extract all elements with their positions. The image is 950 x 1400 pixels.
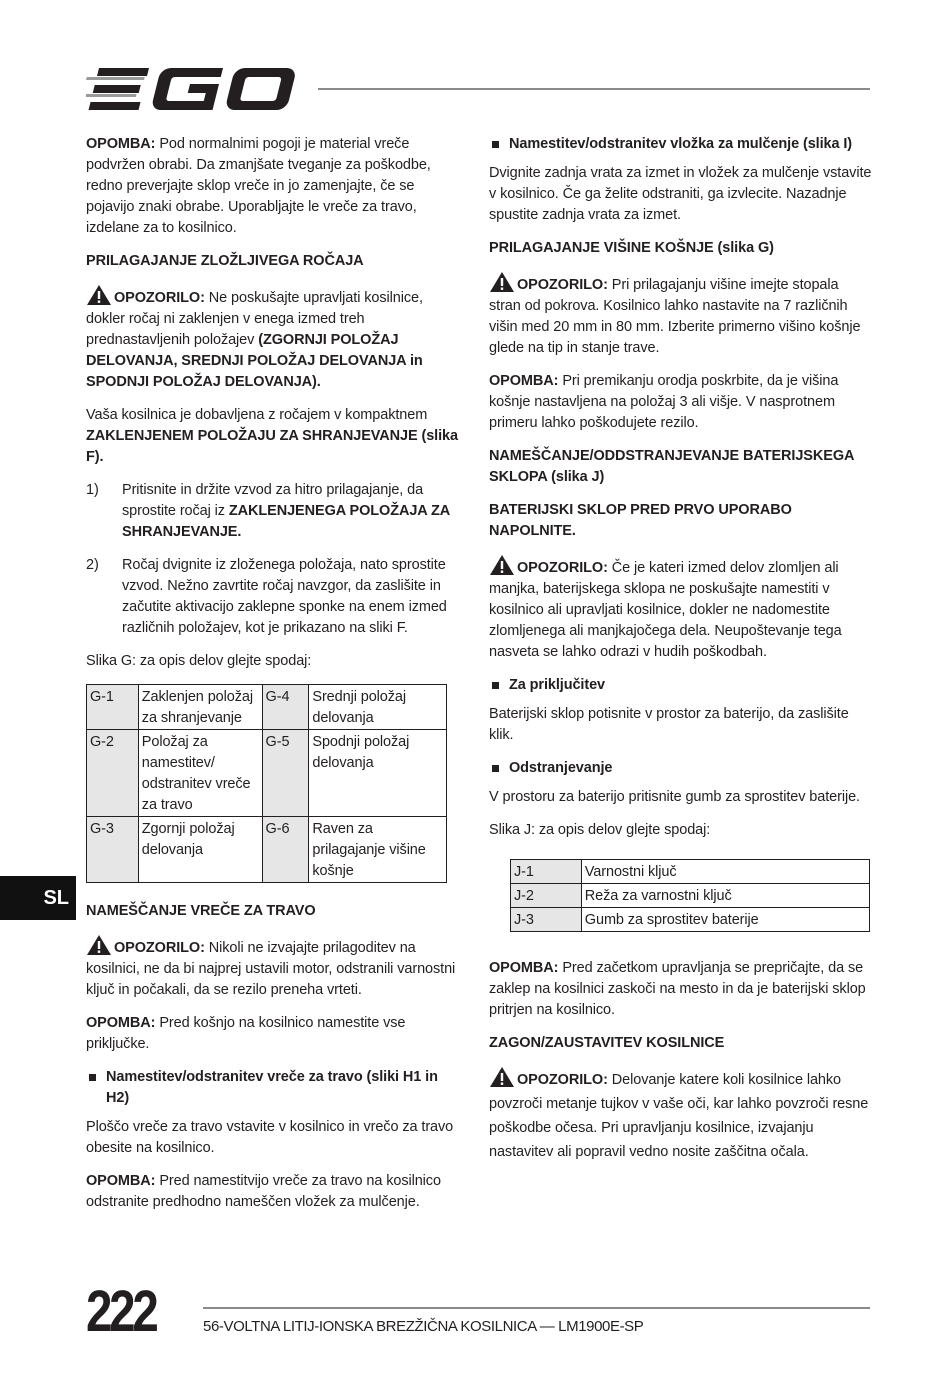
warning-triangle-icon xyxy=(489,554,515,575)
heading-start-stop: ZAGON/ZAUSTAVITEV KOSILNICE xyxy=(489,1035,725,1051)
note-lock-engaged: OPOMBA: Pred začetkom upravljanja se prepričajte, da se zaklep na kosilnici zaskoči na mesto in da je baterijski sklop pritrjen na kosilnico. xyxy=(489,960,866,1018)
header-rule xyxy=(318,88,870,90)
heading-charge-battery: BATERIJSKI SKLOP PRED PRVO UPORABO NAPOLNITE. xyxy=(489,502,792,539)
warning-adjustments: OPOZORILO: Nikoli ne izvajajte prilagoditev na kosilnici, ne da bi najprej ustavili motor, odstranili varnostni ključ in počakali, da se rezilo preneha vrteti. xyxy=(86,934,464,1001)
note-mulching-insert: OPOMBA: Pred namestitvijo vreče za travo na kosilnico odstranite predhodno nameščen vložek za mulčenje. xyxy=(86,1173,441,1210)
table-row: G-2 Položaj za namestitev/ odstranitev vreče za travo G-5 Spodnji položaj delovanja xyxy=(87,730,447,817)
parts-table-j xyxy=(510,859,870,932)
warning-broken-parts: OPOZORILO: Če je kateri izmed delov zlomljen ali manjka, baterijskega sklopa ne poskušajte namestiti v kosilnico ali upravljati kosilnice, dokler ne nadomestite zlomljenega ali manjkajočega dela. Neupoštevanje tega nasveta se lahko odrazi v hudih poškodbah. xyxy=(489,554,873,663)
left-column xyxy=(86,134,464,1225)
warning-triangle-icon xyxy=(86,934,112,955)
table-row: G-1 Zaklenjen položaj za shranjevanje G-4 Srednji položaj delovanja xyxy=(87,685,447,730)
list-item: 1) Pritisnite in držite vzvod za hitro prilagajanje, da sprostite ročaj iz ZAKLENJENEGA POLOŽAJA ZA SHRANJEVANJE. xyxy=(86,482,450,540)
heading-grass-bag: NAMEŠČANJE VREČE ZA TRAVO xyxy=(86,903,316,919)
list-item: 2) Ročaj dvignite iz zloženega položaja, nato sprostite vzvod. Nežno zavrtite ročaj navzgor, da zaslišite in začutite aktivacijo zaklepne sponke na enem izmed različnih položajev, kot je prikazano na sliki F. xyxy=(86,557,447,636)
note-attachments: OPOMBA: Pred košnjo na kosilnico namestite vse priključke. xyxy=(86,1015,406,1052)
bullet-remove: Odstranjevanje xyxy=(489,758,873,779)
warning-handle-lock: OPOZORILO: Ne poskušajte upravljati kosilnice, dokler ročaj ni zaklenjen v enega izmed treh prednastavljenih položajev (ZGORNJI POLOŽAJ DELOVANJA, SREDNJI POLOŽAJ DELOVANJA in SPODNJI POLOŽAJ DELOVANJA). xyxy=(86,284,464,393)
figure-g-caption: Slika G: za opis delov glejte spodaj: xyxy=(86,653,312,669)
para-handle-delivery: Vaša kosilnica je dobavljena z ročajem v kompaktnem ZAKLENJENEM POLOŽAJU ZA SHRANJEVANJE (slika F). xyxy=(86,407,458,465)
page-number: 222 xyxy=(86,1279,156,1344)
ego-logo xyxy=(86,64,300,114)
table-row: G-3 Zgornji položaj delovanja G-6 Raven za prilagajanje višine košnje xyxy=(87,817,447,883)
footer-title: 56-VOLTNA LITIJ-IONSKA BREZŽIČNA KOSILNICA — LM1900E-SP xyxy=(203,1318,644,1335)
warning-eye-protection: OPOZORILO: Delovanje katere koli kosilnice lahko povzroči metanje tujkov v vaše oči, kar lahko povzroči resne poškodbe očesa. Pri upravljanju kosilnice, izvajanju nastavitev ali popravil vedno nosite zaščitna očala. xyxy=(489,1066,873,1164)
figure-j-caption: Slika J: za opis delov glejte spodaj: xyxy=(489,822,711,838)
bullet-mulching-insert: Namestitev/odstranitev vložka za mulčenje (slika I) xyxy=(489,134,873,155)
note-moving-tool: OPOMBA: Pri premikanju orodja poskrbite, da je višina košnje nastavljena na položaj 3 ali višje. V nasprotnem primeru lahko poškodujete rezilo. xyxy=(489,373,839,431)
warning-triangle-icon xyxy=(489,271,515,292)
warning-triangle-icon xyxy=(86,284,112,305)
right-column xyxy=(489,134,873,1176)
para-attach: Baterijski sklop potisnite v prostor za baterijo, da zaslišite klik. xyxy=(489,706,849,743)
para-mulching-insert: Dvignite zadnja vrata za izmet in vložek za mulčenje vstavite v kosilnico. Če ga želite odstraniti, ga izvlecite. Nazadnje spustite zadnja vrata za izmet. xyxy=(489,165,872,223)
footer-rule xyxy=(203,1307,870,1309)
handle-steps-list xyxy=(86,480,464,639)
language-tab: SL xyxy=(0,876,76,920)
bullet-grass-bag-install: Namestitev/odstranitev vreče za travo (sliki H1 in H2) xyxy=(86,1067,464,1109)
table-row: J-1 Varnostni ključ xyxy=(511,860,870,884)
heading-folding-handle: PRILAGAJANJE ZLOŽLJIVEGA ROČAJA xyxy=(86,253,364,269)
note-bag-wear: OPOMBA: Pod normalnimi pogoji je material vreče podvržen obrabi. Da zmanjšate tveganje za poškodbe, redno preverjajte sklop vreče in jo zamenjajte, če se pojavijo znaki obrabe. Uporabljajte le vreče za travo, izdelane za to kosilnico. xyxy=(86,136,431,236)
table-row: J-2 Reža za varnostni ključ xyxy=(511,884,870,908)
bullet-attach: Za priključitev xyxy=(489,675,873,696)
heading-cutting-height: PRILAGAJANJE VIŠINE KOŠNJE (slika G) xyxy=(489,240,774,256)
para-remove: V prostoru za baterijo pritisnite gumb za sprostitev baterije. xyxy=(489,789,860,805)
para-grass-bag-install: Ploščo vreče za travo vstavite v kosilnico in vrečo za travo obesite na kosilnico. xyxy=(86,1119,454,1156)
warning-cutting-height: OPOZORILO: Pri prilagajanju višine imejte stopala stran od pokrova. Kosilnico lahko nastavite na 7 različnih višin med 20 mm in 80 mm. Izberite primerno višino košnje glede na tip in stanje trave. xyxy=(489,271,873,359)
table-row: J-3 Gumb za sprostitev baterije xyxy=(511,908,870,932)
parts-table-g xyxy=(86,684,447,883)
warning-triangle-icon xyxy=(489,1066,515,1087)
heading-battery-install: NAMEŠČANJE/ODDSTRANJEVANJE BATERIJSKEGA SKLOPA (slika J) xyxy=(489,448,854,485)
